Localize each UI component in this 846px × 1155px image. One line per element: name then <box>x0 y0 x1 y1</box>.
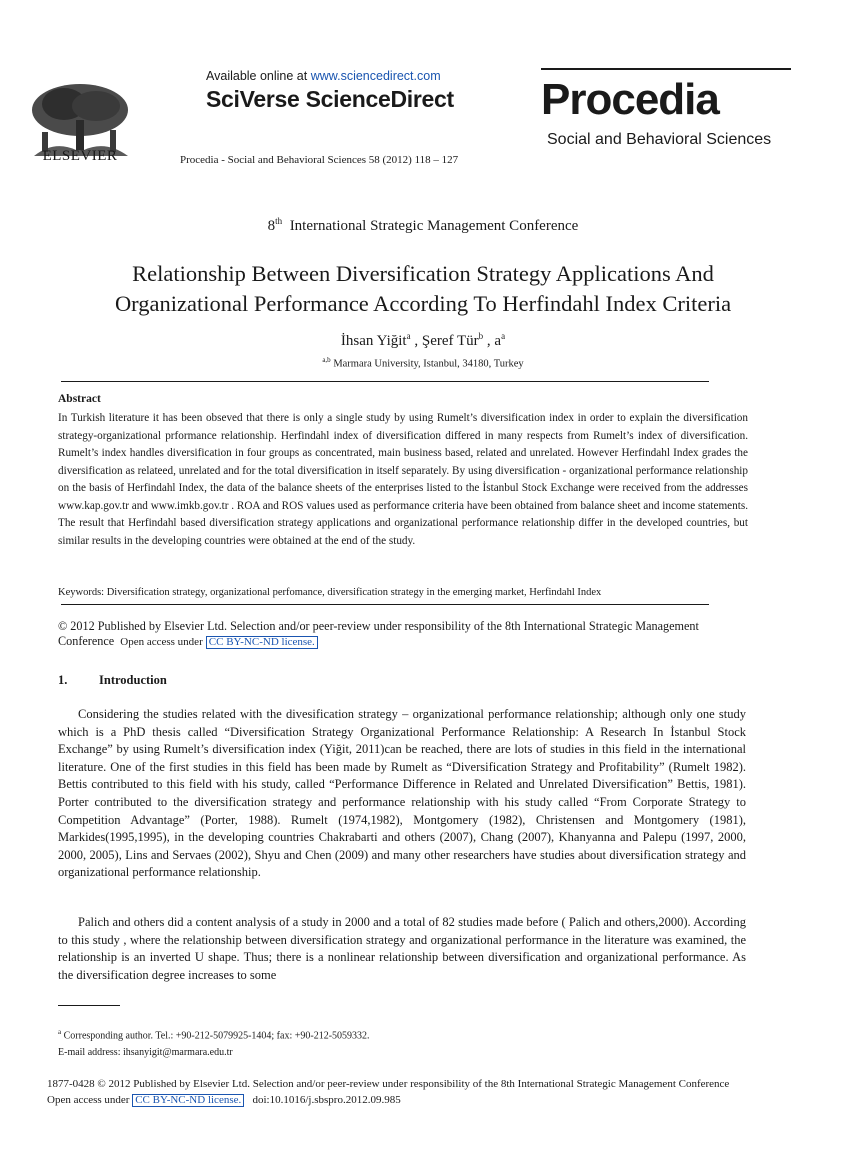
available-online <box>206 69 441 83</box>
author-2-sup: b <box>478 331 484 341</box>
open-access-label: Open access under <box>120 636 203 648</box>
footnote-rule <box>58 1005 120 1006</box>
intro-paragraph-1: Considering the studies related with the divesification strategy – organizational performance relationship; although only one study which is a PhD thesis called “Diversification Strategy Organizational Performance Relationship: A Research In İstanbul Stock Exchange” by using Rumelt’s diversification index (Yiğit, 2011)can be reached, there are lots of studies in this field in the international literature. One of the first studies in this field has been made by Rumelt as “Diversification Strategy and Profitability” (Rumelt 1982). Bettis contributed to this field with his study, called “Performance Difference in Related and Unrelated Diversification” Bettis, 1981). Porter contributed to the diversification strategy and performance relationship with his study called “From Corporate Strategy to Competition Advantage” (Porter, 1988). Rumelt (1974,1982), Montgomery (1982), Christensen and Montgomery (1981), Markides(1995,1995), in the developing countries Chakrabarti and others (2007), Chang (2007), Khanyanna and Palepu (1997, 2000, 2000, 2005), Lins and Servaes (2002), Shyu and Chen (2009) and many other researchers have studies about diversification strategy and organizational performance relationship. <box>58 707 746 880</box>
keywords: Keywords: Diversification strategy, organizational perfomance, diversification strategy in the emerging market, Herfindahl Index <box>58 587 602 598</box>
section-number: 1. <box>58 673 68 687</box>
bottom-license-link[interactable]: CC BY-NC-ND license. <box>132 1094 244 1107</box>
copyright-text: © 2012 Published by Elsevier Ltd. Selection and/or peer-review under responsibility of the 8th International Strategic Management Conference <box>58 619 699 648</box>
paper-title <box>40 259 806 319</box>
footnote-corresponding <box>58 1028 370 1041</box>
affiliation <box>0 356 846 370</box>
available-online-prefix: Available online at <box>206 69 311 83</box>
intro-paragraph-2: Palich and others did a content analysis of a study in 2000 and a total of 82 studies made before ( Palich and others,2000). According to this study , where the relationship between diversification strategy and organizational performance in the literature was examined, the relationship is an inverted U shape. Thus; there is a nonlinear relationship between diversification and organizational performance. As the diversification degree increases to some <box>58 915 746 982</box>
author-3: , a <box>483 333 502 349</box>
title-line-2: Organizational Performance According To Herfindahl Index Criteria <box>114 291 732 316</box>
author-list <box>0 331 846 350</box>
doi[interactable]: doi:10.1016/j.sbspro.2012.09.985 <box>252 1094 401 1106</box>
footnote-corresponding-text: Corresponding author. Tel.: +90-212-5079925-1404; fax: +90-212-5059332. <box>61 1030 370 1042</box>
footnote-sup: a <box>58 1028 62 1036</box>
publisher-name: ELSEVIER <box>42 148 118 164</box>
abstract-body: In Turkish literature it has been obseved that there is only a single study by using Rumelt’s diversification index in order to explain the diversification strategy-organizational prformance relationship. Herfindahl index of diversification differed in many respects from Rumelt’s index of diversification. Rumelt’s index handles diversification in four groups as concentrated, main business based, related and unrelated. However Herfindahl Index grades the diversification as relateed, unrelated and for the total diversification in itself separately. By using diversification - organizational performance relationship on the basis of Herfindahl Index, the data of the balance sheets of the enterprises listed to the İstanbul Stock Exchange were received from the addresses www.kap.gov.tr and www.imkb.gov.tr . ROA and ROS values used as performance criteria have been obtained from balance sheet and income statements. The result that Herfindahl based diversification strategy applications and organizational performance relationship differ in the developed countries, but similar results in the developing countries were obtained at the end of the study. <box>58 412 748 547</box>
affiliation-sup: a,b <box>322 356 331 364</box>
conference-line <box>0 216 846 235</box>
copyright-notice <box>58 619 758 650</box>
abstract-bottom-rule <box>61 604 709 605</box>
section-heading <box>58 673 167 688</box>
procedia-subtitle: Social and Behavioral Sciences <box>547 131 772 148</box>
abstract-heading: Abstract <box>58 393 101 405</box>
procedia-logo-text: Procedia <box>541 75 719 124</box>
sciverse-logo-text: SciVerse ScienceDirect <box>206 86 454 112</box>
author-1-sup: a <box>406 331 411 341</box>
sciencedirect-link[interactable]: www.sciencedirect.com <box>310 69 441 83</box>
affiliation-text: Marmara University, Istanbul, 34180, Turkey <box>333 358 524 370</box>
author-2: , Şeref Tür <box>410 333 479 349</box>
conference-ordinal-suffix: th <box>275 216 283 226</box>
conference-name: International Strategic Management Conference <box>289 218 579 234</box>
footnote-email: E-mail address: ihsanyigit@marmara.edu.tr <box>58 1047 233 1058</box>
author-3-sup: a <box>501 331 506 341</box>
author-1: İhsan Yiğit <box>340 333 407 349</box>
abstract-top-rule <box>61 381 709 382</box>
conference-ordinal: 8 <box>267 218 276 234</box>
bottom-open-access-label: Open access under <box>47 1094 130 1106</box>
section-title: Introduction <box>99 673 167 687</box>
journal-reference: Procedia - Social and Behavioral Sciences 58 (2012) 118 – 127 <box>180 154 459 166</box>
issn-line: 1877-0428 © 2012 Published by Elsevier Ltd. Selection and/or peer-review under responsibility of the 8th International Strategic Management Conference <box>47 1078 730 1090</box>
license-link[interactable]: CC BY-NC-ND license. <box>206 636 318 649</box>
doi-line <box>47 1094 401 1107</box>
procedia-rule <box>541 68 791 70</box>
title-line-1: Relationship Between Diversification Strategy Applications And <box>132 261 714 286</box>
